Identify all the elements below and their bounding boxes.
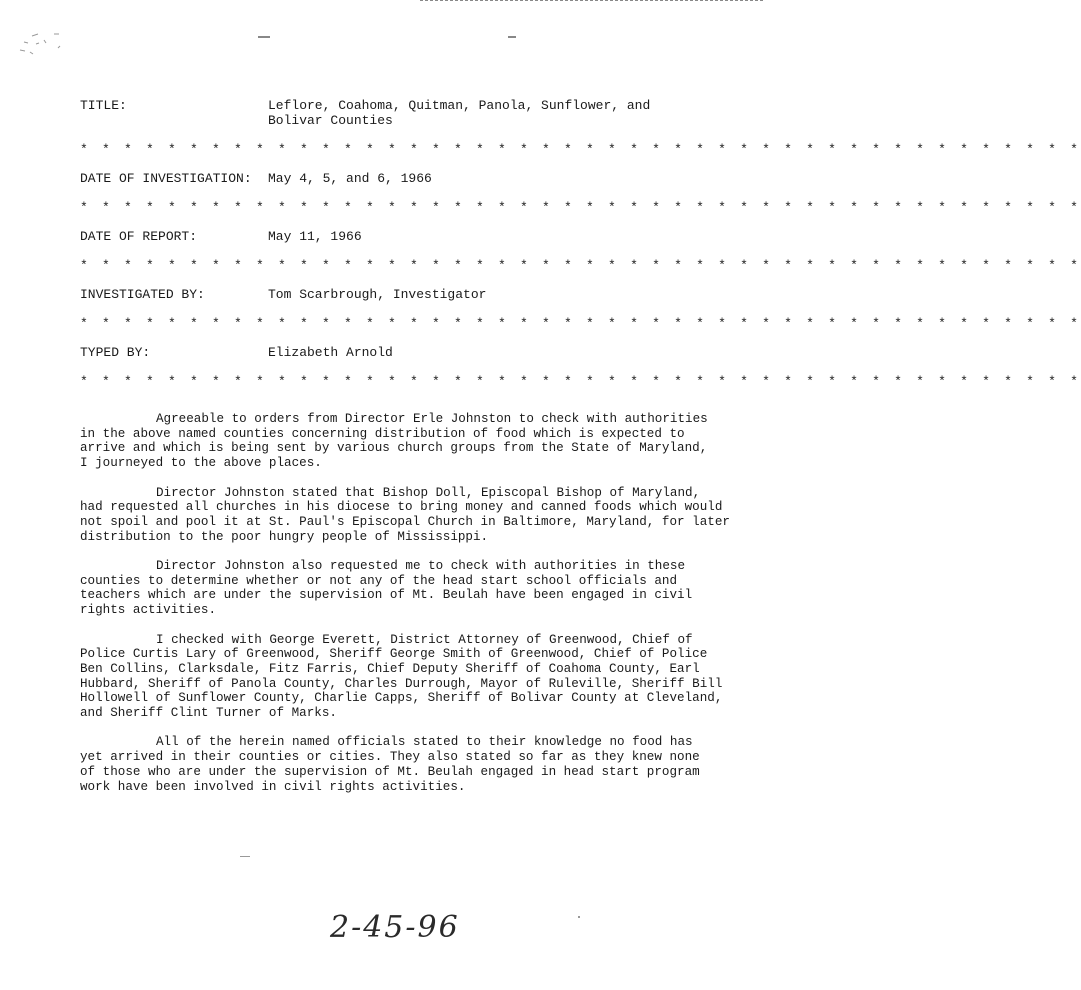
- body-paragraph: All of the herein named officials stated to their knowledge no food has yet arrived in their counties or cities. They also stated so far as they knew none of those who are under the supervision of Mt. Beulah engaged in head start program work have been involved in civil rights activities.: [80, 735, 700, 794]
- title-label: TITLE:: [80, 98, 127, 113]
- body-paragraph: I checked with George Everett, District Attorney of Greenwood, Chief of Police Curtis Lary of Greenwood, Sheriff George Smith of Greenwood, Chief of Police Ben Collins, Clarksdale, Fitz Farris, Chief Deputy Sheriff of Coahoma County, Earl Hubbard, Sheriff of Panola County, Charles Durrough, Mayor of Ruleville, Sheriff Bill Hollowell of Sunflower County, Charlie Capps, Sheriff of Bolivar County at Cleveland, and Sheriff Clint Turner of Marks.: [80, 632, 723, 721]
- body-paragraph: Director Johnston stated that Bishop Doll, Episcopal Bishop of Maryland, had requested all churches in his diocese to bring money and canned foods which would not spoil and pool it at St. Paul's Episcopal Church in Baltimore, Maryland, for later distribution to the poor hungry people of Mississippi.: [80, 485, 730, 544]
- investigated-by-row: [80, 287, 720, 302]
- handwritten-document-number: 2-45-96: [330, 910, 460, 945]
- separator-stars: * * * * * * * * * * * * * * * * * * * * * * * * * * * * * * * * * * * * * * * * * * * * * *: [80, 316, 1081, 331]
- date-report-row: [80, 229, 720, 244]
- title-value: [268, 98, 720, 128]
- separator-stars: * * * * * * * * * * * * * * * * * * * * * * * * * * * * * * * * * * * * * * * * * * * * * *: [80, 200, 1081, 215]
- report-header: [80, 98, 1081, 389]
- title-value-line2: Bolivar Counties: [268, 113, 393, 128]
- body-paragraph: Agreeable to orders from Director Erle Johnston to check with authorities in the above named counties concerning distribution of food which is expected to arrive and which is being sent by various church groups from the State of Maryland, I journeyed to the above places.: [80, 412, 708, 471]
- separator-stars: * * * * * * * * * * * * * * * * * * * * * * * * * * * * * * * * * * * * * * * * * * * * * *: [80, 258, 1081, 273]
- date-report-value: May 11, 1966: [268, 229, 362, 244]
- separator-stars: * * * * * * * * * * * * * * * * * * * * * * * * * * * * * * * * * * * * * * * * * * * * * *: [80, 374, 1081, 389]
- investigated-by-label: INVESTIGATED BY:: [80, 287, 205, 302]
- separator-stars: * * * * * * * * * * * * * * * * * * * * * * * * * * * * * * * * * * * * * * * * * * * * * *: [80, 142, 1081, 157]
- top-edge-rule: [420, 0, 763, 3]
- scan-mark: [240, 856, 250, 857]
- title-row: [80, 98, 720, 128]
- scan-mark: [508, 36, 516, 38]
- date-investigation-label: DATE OF INVESTIGATION:: [80, 171, 252, 186]
- typed-by-value: Elizabeth Arnold: [268, 345, 393, 360]
- body-paragraph: Director Johnston also requested me to check with authorities in these counties to determine whether or not any of the head start school officials and teachers which are under the supervision of Mt. Beulah have been engaged in civil rights activities.: [80, 559, 693, 618]
- scan-mark: [258, 36, 270, 38]
- title-value-line1: Leflore, Coahoma, Quitman, Panola, Sunflower, and: [268, 98, 651, 113]
- typed-by-label: TYPED BY:: [80, 345, 151, 360]
- scan-mark: [578, 916, 580, 918]
- date-investigation-row: [80, 171, 720, 186]
- typed-by-row: [80, 345, 720, 360]
- date-investigation-value: May 4, 5, and 6, 1966: [268, 171, 432, 186]
- scan-specks: [14, 28, 94, 68]
- investigated-by-value: Tom Scarbrough, Investigator: [268, 287, 487, 302]
- report-body: [80, 412, 740, 809]
- date-report-label: DATE OF REPORT:: [80, 229, 198, 244]
